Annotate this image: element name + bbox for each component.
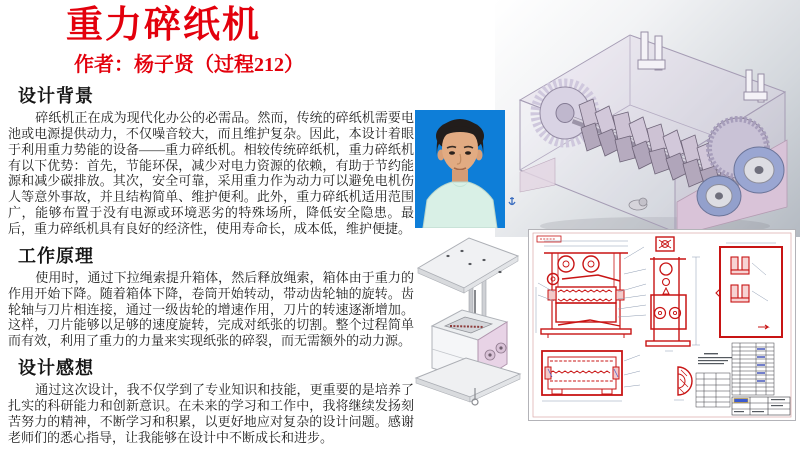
author-photo (415, 110, 505, 228)
section-design-reflection (8, 354, 414, 445)
engineering-drawing (528, 229, 796, 421)
section-working-principle (8, 242, 414, 349)
header (66, 6, 304, 77)
page-title: 重力碎纸机 (66, 5, 261, 46)
text-column (8, 82, 414, 450)
section-body: 使用时，通过下拉绳索提升箱体，然后释放绳索，箱体由于重力的作用开始下降。随着箱体下降，卷筒开始转动，带动齿轮轴的旋转。齿轮轴与刀片相连接，通过一级齿轮的增速作用，刀片的转速逐渐增加。这样，刀片能够以足够的速度旋转，完成对纸张的切割。整个过程简单而有效，利用了重力的力量来实现纸张的碎裂，而无需额外的动力源。 (8, 269, 414, 349)
section-body: 碎纸机正在成为现代化办公的必需品。然而，传统的碎纸机需要电池或电源提供动力，不仅噪音较大，而且维护复杂。因此，本设计着眼于利用重力势能的设备——重力碎纸机。相较传统碎纸机，重力碎纸机有以下优势：首先，节能环保，减少对电力资源的依赖，有助于节约能源和减少碳排放。其次，安全可靠，采用重力作为动力可以避免电机伤人等意外事故，并且结构简单、维护便利。此外，重力碎纸机适用范围广，能够布置于没有电源或环境恶劣的特殊场所，降低安全隐患。最后，重力碎纸机具有良好的经济性，使用寿命长，成本低，维护便捷。 (8, 110, 414, 237)
author-line: 作者：杨子贤（过程212） (74, 53, 304, 76)
section-body: 通过这次设计，我不仅学到了专业知识和技能，更重要的是培养了扎实的科研能力和创新意识。在未来的学习和工作中，我将继续发扬刻苦努力的精神，不断学习和积累，以更好地应对复杂的设计问题。感谢老师们的悉心指导，让我能够在设计中不断成长和进步。 (8, 382, 414, 445)
section-heading: 设计感想 (18, 358, 94, 379)
section-design-background (8, 82, 414, 237)
cad-viewport (495, 0, 800, 237)
section-heading: 设计背景 (18, 86, 94, 106)
shredder-3d-model (495, 0, 800, 237)
section-heading: 工作原理 (18, 245, 94, 266)
origin-anchor-icon (505, 195, 519, 209)
frame-3d-model (412, 230, 524, 412)
portrait-graphic (415, 110, 505, 228)
